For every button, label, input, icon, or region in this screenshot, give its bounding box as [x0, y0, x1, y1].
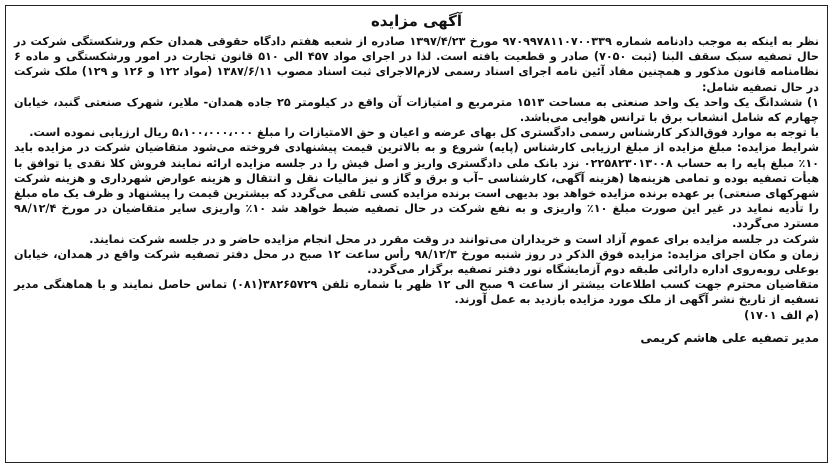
property-paragraph: ۱) ششدانگ یک واحد یک واحد صنعتی به مساحت ۱۵۱۳ مترمربع و امتیازات آن واقع در کیلومتر ۲۵ جاده همدان- ملایر، شهرک صنعتی گنبد، خیابان چهارم که شامل انشعاب برق با ترانس هوایی می‌باشد. [14, 95, 819, 125]
valuation-paragraph: با توجه به موارد فوق‌الذکر کارشناس رسمی دادگستری کل بهای عرضه و اعیان و حق الامتیازات را مبلغ ۵،۱۰۰،۰۰۰،۰۰۰ ریال ارزیابی نموده است. [29, 126, 819, 140]
notice-title: آگهی مزایده [370, 12, 463, 30]
reference-code: (م الف ۱۷۰۱) [744, 308, 819, 322]
time-place-paragraph: زمان و مکان اجرای مزایده: مزایده فوق الذکر در روز شنبه مورخ ۹۸/۱۲/۳ رأس ساعت ۱۲ صبح در محل دفتر تصفیه شرکت واقع در همدان، خیابان بوعلی روبه‌روی اداره دارائی طبقه دوم آزمایشگاه نور دفتر تصفیه برگزار می‌گردد. [14, 247, 820, 277]
signature: مدیر تصفیه علی هاشم کریمی [640, 330, 819, 345]
intro-paragraph: نظر به اینکه به موجب دادنامه شماره ۹۷۰۹۹۷۸۱۱۰۷۰۰۳۳۹ مورخ ۱۳۹۷/۴/۲۳ صادره از شعبه هفتم دادگاه حقوقی همدان حکم ورشکستگی شرکت در حال تصفیه سبک سقف البنا (ثبت ۷۰۵۰) صادر و قطعیت یافته است. لذا در اجرای مواد ۴۵۷ الی ۵۱۰ قانون تجارت در امور ورشکستگی و ماده ۶ نظامنامه قانون مذکور و همچنین مفاد آئین نامه اجرای اسناد رسمی لازم‌الاجرای ثبت اسناد مصوب ۱۳۸۷/۶/۱۱ (مواد ۱۲۲ و ۱۲۶ و ۱۲۹) ملک شرکت در حال تصفیه شامل: [14, 35, 819, 94]
attendance-paragraph: شرکت در جلسه مزایده برای عموم آزاد است و خریداران می‌توانند در وقت مقرر در محل انجام مزایده حاضر و در جلسه شرکت نمایند. [89, 232, 819, 246]
auction-notice [5, 5, 828, 463]
conditions-paragraph: شرایط مزایده: مبلغ مزایده از مبلغ ارزیابی کارشناس (پایه) شروع و به بالاترین قیمت پیشنهادی فروخته می‌شود متقاضیان شرکت در مزایده باید ۱۰٪ مبلغ پایه را به حساب ۰۲۲۵۸۲۳۰۱۳۰۰۸ نزد بانک ملی دادگستری واریز و اصل فیش را در جلسه مزایده ارائه نمایند فروش کلا نقدی یا توافق با هیأت تصفیه بوده و تمامی هزینه‌ها (هزینه آگهی، کارشناسی –آب و برق و گاز و نیز مالیات نقل و انتقال و هزینه عوارض شهرداری و هزینه شرکت شهرکهای صنعتی) بر عهده برنده مزایده خواهد بود بدیهی است برنده مزایده کسی تلقی می‌گردد که بیشترین قیمت را پیشنهاد و ظرف یک ماه مبلغ را تأدیه نماید در غیر این صورت مبلغ ۱۰٪ واریزی و به نفع شرکت در حال تصفیه ضبط خواهد شد ۱۰٪ واریزی سایر متقاضیان در مورخ ۹۸/۱۲/۴ مسترد می‌گردد. [14, 141, 820, 231]
contact-paragraph: متقاضیان محترم جهت کسب اطلاعات بیشتر از ساعت ۹ صبح الی ۱۲ ظهر با شماره تلفن ۳۸۲۶۵۷۲۹(۰۸۱) تماس حاصل نمایند و با هماهنگی مدیر تسفیه از تاریخ نشر آگهی از ملک مورد مزایده بازدید به عمل آورند. [14, 278, 819, 307]
